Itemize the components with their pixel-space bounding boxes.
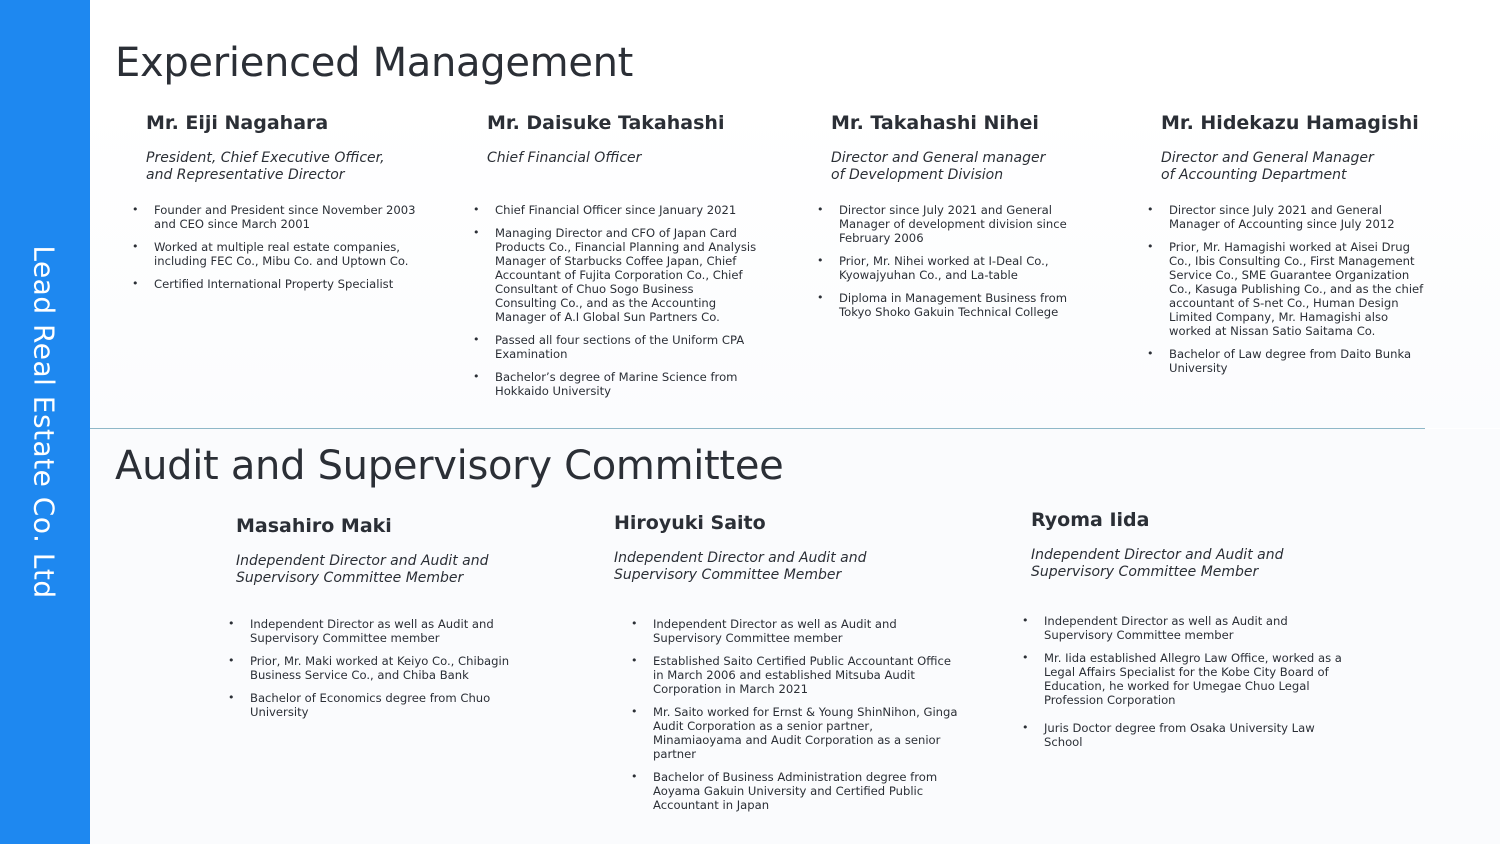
list-item: • Mr. Saito worked for Ernst & Young ShinNihon, Ginga Audit Corporation as a senior partner, Minamiaoyama and Audit Corporation as a senior partner bbox=[653, 705, 958, 761]
person-role: Independent Director and Audit and Supervisory Committee Member bbox=[614, 550, 867, 583]
person-role: Chief Financial Officer bbox=[487, 150, 642, 166]
list-item: • Bachelor of Law degree from Daito Bunka University bbox=[1169, 347, 1425, 375]
list-item: • Independent Director as well as Audit and Supervisory Committee member bbox=[653, 617, 958, 645]
list-item: • Director since July 2021 and General Manager of Accounting since July 2012 bbox=[1169, 203, 1425, 231]
person-name: Masahiro Maki bbox=[236, 515, 392, 537]
bullet-list bbox=[1169, 203, 1425, 375]
management-section-title: Experienced Management bbox=[115, 40, 634, 86]
list-item: • Passed all four sections of the Uniform CPA Examination bbox=[495, 333, 757, 361]
person-name: Ryoma Iida bbox=[1031, 509, 1150, 531]
list-item: • Prior, Mr. Nihei worked at I-Deal Co., Kyowajyuhan Co., and La-table bbox=[839, 254, 1101, 282]
person-name: Mr. Takahashi Nihei bbox=[831, 112, 1039, 134]
list-item: • Established Saito Certified Public Accountant Office in March 2006 and established Mitsuba Audit Corporation in March 2021 bbox=[653, 654, 958, 696]
list-item: • Independent Director as well as Audit and Supervisory Committee member bbox=[250, 617, 550, 645]
person-name: Hiroyuki Saito bbox=[614, 512, 766, 534]
list-item: • Bachelor’s degree of Marine Science from Hokkaido University bbox=[495, 370, 757, 398]
list-item: • Juris Doctor degree from Osaka University Law School bbox=[1044, 721, 1344, 749]
list-item: • Prior, Mr. Hamagishi worked at Aisei Drug Co., Ibis Consulting Co., First Management Service Co., SME Guarantee Organization Co., Kasuga Publishing Co., and as the chief accountant of S-net Co., Human Design Limited Company, Mr. Hamagishi also worked at Nissan Satio Saitama Co. bbox=[1169, 240, 1425, 338]
management-card bbox=[487, 112, 757, 407]
company-name: Lead Real Estate Co. Ltd bbox=[27, 245, 61, 599]
person-role: Director and General manager of Development Division bbox=[831, 150, 1046, 183]
person-name: Mr. Eiji Nagahara bbox=[146, 112, 329, 134]
management-card bbox=[146, 112, 416, 300]
management-card bbox=[1161, 112, 1431, 384]
section-divider bbox=[90, 428, 1425, 429]
list-item: • Bachelor of Business Administration degree from Aoyama Gakuin University and Certified Public Accountant in Japan bbox=[653, 770, 958, 812]
audit-card bbox=[236, 515, 556, 728]
person-name: Mr. Daisuke Takahashi bbox=[487, 112, 725, 134]
bullet-list bbox=[839, 203, 1101, 319]
bullet-list bbox=[495, 203, 757, 398]
bullet-list bbox=[154, 203, 416, 291]
sidebar bbox=[0, 0, 90, 844]
list-item: • Bachelor of Economics degree from Chuo University bbox=[250, 691, 550, 719]
list-item: • Chief Financial Officer since January 2021 bbox=[495, 203, 757, 217]
person-role: Independent Director and Audit and Supervisory Committee Member bbox=[236, 553, 489, 586]
audit-section-title: Audit and Supervisory Committee bbox=[115, 443, 784, 489]
person-role: Independent Director and Audit and Supervisory Committee Member bbox=[1031, 547, 1284, 580]
list-item: • Mr. Iida established Allegro Law Office, worked as a Legal Affairs Specialist for the Kobe City Board of Education, he worked for Umegae Chuo Legal Profession Corporation bbox=[1044, 651, 1344, 707]
list-item: • Certified International Property Specialist bbox=[154, 277, 416, 291]
list-item: • Managing Director and CFO of Japan Card Products Co., Financial Planning and Analysis Manager of Starbucks Coffee Japan, Chief Accountant of Fujita Corporation Co., Chief Consultant of Chuo Sogo Business Consulting Co., and as the Accounting Manager of A.I Global Sun Partners Co. bbox=[495, 226, 757, 324]
bullet-list bbox=[250, 617, 550, 719]
person-name: Mr. Hidekazu Hamagishi bbox=[1161, 112, 1419, 134]
list-item: • Founder and President since November 2003 and CEO since March 2001 bbox=[154, 203, 416, 231]
bullet-list bbox=[1044, 614, 1344, 749]
person-role: President, Chief Executive Officer, and Representative Director bbox=[146, 150, 385, 183]
list-item: • Prior, Mr. Maki worked at Keiyo Co., Chibagin Business Service Co., and Chiba Bank bbox=[250, 654, 550, 682]
audit-card bbox=[1031, 509, 1361, 758]
list-item: • Independent Director as well as Audit and Supervisory Committee member bbox=[1044, 614, 1344, 642]
person-role: Director and General Manager of Accounting Department bbox=[1161, 150, 1374, 183]
audit-card bbox=[614, 512, 964, 821]
list-item: • Diploma in Management Business from Tokyo Shoko Gakuin Technical College bbox=[839, 291, 1101, 319]
management-card bbox=[831, 112, 1101, 328]
bullet-list bbox=[653, 617, 958, 812]
list-item: • Worked at multiple real estate companies, including FEC Co., Mibu Co. and Uptown Co. bbox=[154, 240, 416, 268]
list-item: • Director since July 2021 and General Manager of development division since February 2006 bbox=[839, 203, 1101, 245]
